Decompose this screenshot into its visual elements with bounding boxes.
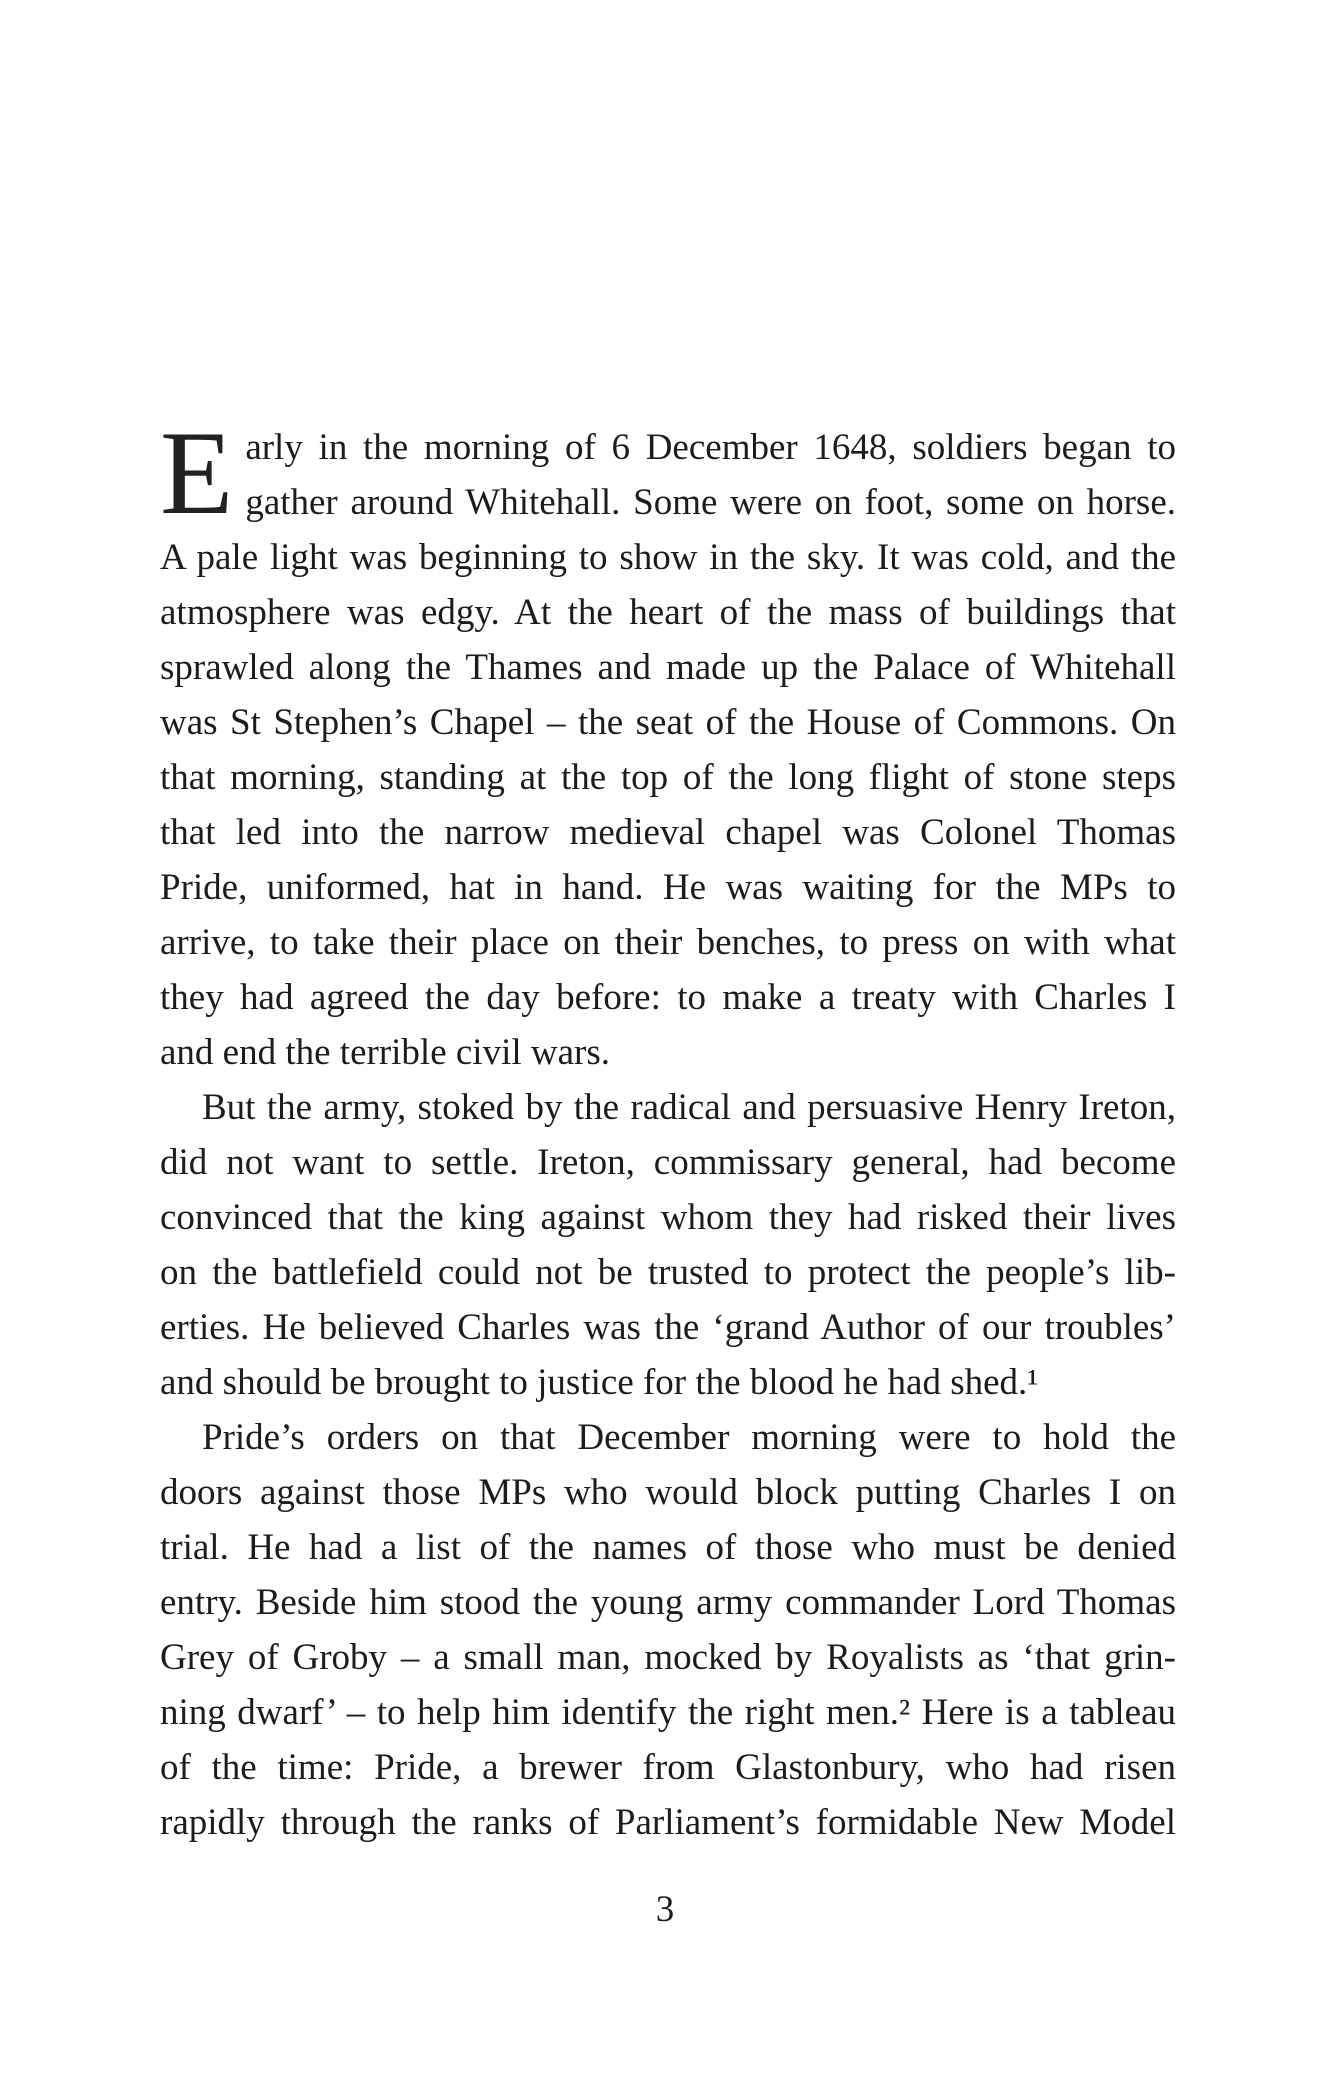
text-line: did not want to settle. Ireton, commissary general, had become <box>160 1142 1176 1183</box>
text-line: that morning, standing at the top of the long flight of stone steps <box>160 757 1176 798</box>
text-line: on the battlefield could not be trusted to protect the people’s lib- <box>160 1252 1176 1293</box>
text-line: A pale light was beginning to show in the sky. It was cold, and the <box>160 537 1176 578</box>
drop-cap: E <box>160 406 234 539</box>
paragraph-2 <box>160 1080 1176 1410</box>
text-line: rapidly through the ranks of Parliament’s formidable New Model <box>160 1802 1176 1843</box>
text-line: and should be brought to justice for the blood he had shed.¹ <box>160 1362 1039 1403</box>
text-line: Pride’s orders on that December morning were to hold the <box>202 1417 1176 1458</box>
text-line: gather around Whitehall. Some were on foot, some on horse. <box>245 482 1176 523</box>
text-line: Grey of Groby – a small man, mocked by Royalists as ‘that grin- <box>160 1637 1176 1678</box>
text-line: atmosphere was edgy. At the heart of the mass of buildings that <box>160 592 1176 633</box>
paragraph-1 <box>160 406 1176 1080</box>
text-line: erties. He believed Charles was the ‘grand Author of our troubles’ <box>160 1307 1176 1348</box>
text-line: convinced that the king against whom they had risked their lives <box>160 1197 1176 1238</box>
text-line: and end the terrible civil wars. <box>160 1032 610 1073</box>
page-text-block <box>160 406 1176 1850</box>
text-line: ning dwarf’ – to help him identify the right men.² Here is a tableau <box>160 1692 1176 1733</box>
text-line: they had agreed the day before: to make a treaty with Charles I <box>160 977 1176 1018</box>
text-line: entry. Beside him stood the young army commander Lord Thomas <box>160 1582 1176 1623</box>
text-line: Pride, uniformed, hat in hand. He was waiting for the MPs to <box>160 867 1176 908</box>
text-line: doors against those MPs who would block putting Charles I on <box>160 1472 1176 1513</box>
text-line: sprawled along the Thames and made up the Palace of Whitehall <box>160 647 1176 688</box>
text-line: was St Stephen’s Chapel – the seat of the House of Commons. On <box>160 702 1176 743</box>
text-line: that led into the narrow medieval chapel was Colonel Thomas <box>160 812 1176 853</box>
text-line: arrive, to take their place on their benches, to press on with what <box>160 922 1176 963</box>
text-line: trial. He had a list of the names of those who must be denied <box>160 1527 1176 1568</box>
text-line: of the time: Pride, a brewer from Glastonbury, who had risen <box>160 1747 1176 1788</box>
page-number: 3 <box>655 1889 675 1930</box>
text-line: arly in the morning of 6 December 1648, soldiers began to <box>245 427 1176 468</box>
paragraph-3 <box>160 1410 1176 1850</box>
text-line: But the army, stoked by the radical and persuasive Henry Ireton, <box>202 1087 1176 1128</box>
